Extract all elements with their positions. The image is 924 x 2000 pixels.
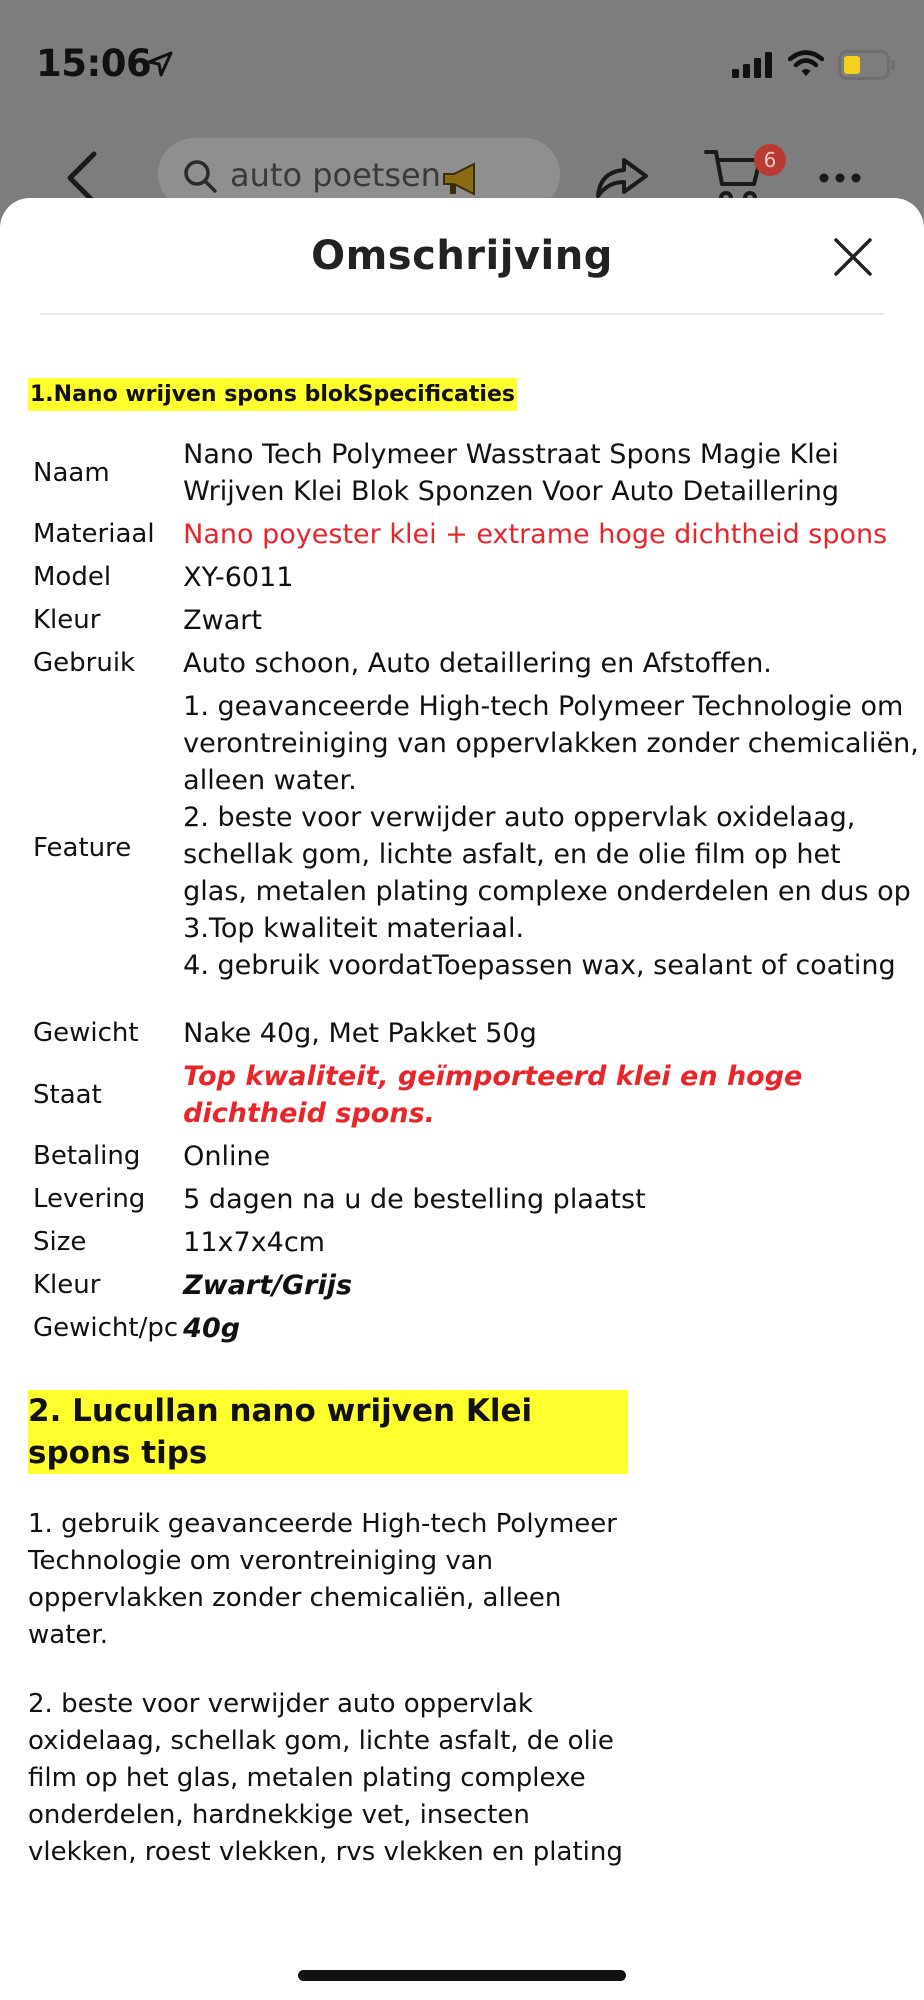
spec-row-kleur-2 — [28, 1264, 919, 1307]
spec-label: Size — [33, 1227, 87, 1257]
spec-label: Staat — [33, 1079, 102, 1110]
spec-label: Gewicht/pc — [33, 1313, 179, 1343]
spec-row-gewicht-pc — [28, 1307, 919, 1350]
spec-row-gebruik — [28, 642, 919, 685]
spec-label: Feature — [33, 833, 132, 863]
divider — [40, 313, 884, 315]
spec-value: Auto schoon, Auto detaillering en Afstoffen. — [183, 648, 772, 679]
location-arrow-icon — [146, 50, 174, 78]
cart-count-badge: 6 — [754, 144, 786, 176]
spec-label: Kleur — [33, 605, 101, 635]
spec-table — [28, 433, 919, 1350]
spec-row-kleur — [28, 599, 919, 642]
spec-value: Online — [183, 1141, 271, 1172]
spec-value: 11x7x4cm — [183, 1227, 325, 1258]
feature-line: alleen water. — [183, 765, 357, 796]
spec-value: Top kwaliteit, geïmporteerd klei en hoge dichtheid spons. — [183, 1061, 803, 1129]
spec-value: 5 dagen na u de bestelling plaatst — [183, 1184, 646, 1215]
spec-label: Gewicht — [33, 1018, 139, 1048]
spec-row-naam — [28, 433, 919, 513]
feature-line: 1. geavanceerde High-tech Polymeer Technologie om — [183, 691, 904, 722]
spec-row-feature — [28, 685, 919, 1012]
status-bar — [0, 0, 924, 130]
tip-paragraph: 2. beste voor verwijder auto oppervlak oxidelaag, schellak gom, lichte asfalt, de olie film op het glas, metalen plating complexe onderdelen, hardnekkige vet, insecten vlekken, roest vlekken, rvs vlekken en plating — [28, 1689, 623, 1867]
spec-value: XY-6011 — [183, 562, 294, 593]
search-icon — [182, 158, 218, 194]
spec-value: Nano poyester klei + extrame hoge dichtheid spons — [183, 519, 888, 550]
battery-icon — [838, 50, 896, 80]
feature-line: glas, metalen plating complexe onderdelen en dus op — [183, 876, 911, 907]
spec-value: Zwart — [183, 605, 262, 636]
more-icon[interactable] — [818, 172, 862, 184]
spec-label: Model — [33, 562, 112, 592]
feature-line: 3.Top kwaliteit materiaal. — [183, 913, 525, 944]
megaphone-icon — [440, 162, 482, 196]
feature-line: schellak gom, lichte asfalt, en de olie film op het — [183, 839, 841, 870]
feature-line: 2. beste voor verwijder auto oppervlak oxidelaag, — [183, 802, 856, 833]
tip-paragraph: 1. gebruik geavanceerde High-tech Polymeer Technologie om verontreiniging van oppervlakken zonder chemicaliën, alleen water. — [28, 1509, 617, 1650]
spec-row-levering — [28, 1178, 919, 1221]
feature-line: 4. gebruik voordatToepassen wax, sealant of coating — [183, 950, 896, 981]
search-query: auto poetsen — [230, 156, 441, 194]
share-icon[interactable] — [594, 154, 650, 200]
home-indicator[interactable] — [298, 1970, 626, 1981]
cellular-signal-icon — [732, 52, 776, 78]
spec-label: Kleur — [33, 1270, 101, 1300]
spec-label: Levering — [33, 1184, 146, 1214]
spec-row-gewicht — [28, 1012, 919, 1055]
status-time: 15:06 — [36, 42, 152, 85]
section-heading-tips: 2. Lucullan nano wrijven Klei spons tips — [28, 1390, 628, 1474]
description-sheet — [0, 198, 924, 2000]
spec-row-materiaal — [28, 513, 919, 556]
spec-label: Naam — [33, 457, 110, 488]
description-content — [28, 378, 918, 1871]
spec-row-betaling — [28, 1135, 919, 1178]
wifi-icon — [788, 50, 824, 78]
spec-value: Nano Tech Polymeer Wasstraat Spons Magie Klei Wrijven Klei Blok Sponzen Voor Auto Detaillering — [183, 439, 839, 507]
spec-value-feature — [178, 685, 919, 1012]
spec-label: Gebruik — [33, 648, 136, 678]
spec-value: Zwart/Grijs — [183, 1270, 353, 1301]
feature-line: verontreiniging van oppervlakken zonder chemicaliën, — [183, 728, 919, 759]
section-heading-specs: 1.Nano wrijven spons blokSpecificaties — [28, 378, 517, 411]
spec-row-size — [28, 1221, 919, 1264]
close-icon[interactable] — [832, 236, 874, 278]
spec-row-staat — [28, 1055, 919, 1135]
spec-value: 40g — [183, 1313, 241, 1344]
spec-value: Nake 40g, Met Pakket 50g — [183, 1018, 537, 1049]
spec-row-model — [28, 556, 919, 599]
top-nav-bar — [0, 130, 924, 200]
spec-label: Betaling — [33, 1141, 141, 1171]
spec-label: Materiaal — [33, 519, 155, 549]
sheet-title: Omschrijving — [311, 233, 613, 279]
